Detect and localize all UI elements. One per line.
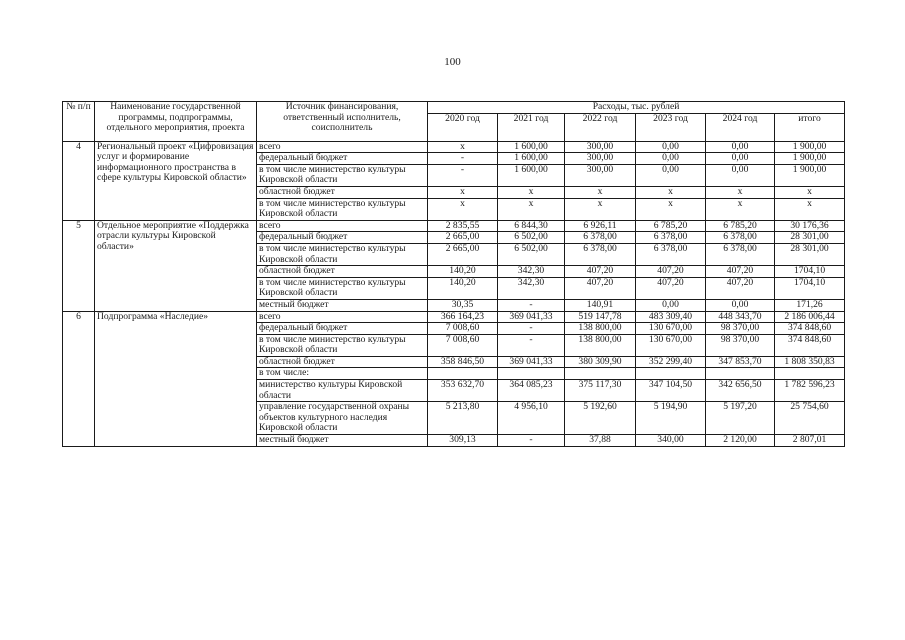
year-value: - (428, 164, 498, 186)
total-value: 374 848,60 (775, 334, 845, 356)
year-value: x (428, 186, 498, 198)
year-value: 6 378,00 (706, 243, 775, 265)
funding-source: федеральный бюджет (257, 232, 428, 244)
year-value: 340,00 (636, 435, 706, 447)
year-value: 300,00 (565, 164, 636, 186)
year-value: x (636, 198, 706, 220)
year-value: x (428, 141, 498, 153)
budget-table (62, 101, 845, 447)
year-value: 369 041,33 (498, 311, 565, 323)
year-value: x (565, 198, 636, 220)
total-value: 2 186 006,44 (775, 311, 845, 323)
total-value: 1 900,00 (775, 153, 845, 165)
year-value: 2 665,00 (428, 232, 498, 244)
funding-source: областной бюджет (257, 356, 428, 368)
year-value: 407,20 (636, 266, 706, 278)
header-source: Источник финансирования, ответственный исполнитель, соисполнитель (257, 102, 428, 142)
year-value: 6 785,20 (706, 220, 775, 232)
total-value: 1 782 596,23 (775, 380, 845, 402)
year-value: 353 632,70 (428, 380, 498, 402)
year-value: 0,00 (636, 141, 706, 153)
total-value: x (775, 186, 845, 198)
total-value: x (775, 198, 845, 220)
year-value: 7 008,60 (428, 323, 498, 335)
year-value: x (498, 186, 565, 198)
year-value (706, 368, 775, 380)
year-value: 1 600,00 (498, 153, 565, 165)
total-value: 2 807,01 (775, 435, 845, 447)
year-value: 342,30 (498, 266, 565, 278)
funding-source: областной бюджет (257, 186, 428, 198)
year-value: 342,30 (498, 277, 565, 299)
year-value (498, 368, 565, 380)
header-number: № п/п (63, 102, 95, 142)
year-value: 519 147,78 (565, 311, 636, 323)
table-body (63, 141, 845, 446)
year-value: 6 378,00 (565, 243, 636, 265)
year-value: 0,00 (706, 164, 775, 186)
year-value: 364 085,23 (498, 380, 565, 402)
year-value: 0,00 (706, 299, 775, 311)
funding-source: управление государственной охраны объектов культурного наследия Кировской области (257, 402, 428, 435)
year-value: 5 197,20 (706, 402, 775, 435)
year-value: - (498, 435, 565, 447)
funding-source: всего (257, 220, 428, 232)
funding-source: местный бюджет (257, 435, 428, 447)
year-value: 130 670,00 (636, 334, 706, 356)
program-name: Отдельное мероприятие «Поддержка отрасли культуры Кировской области» (95, 220, 257, 311)
year-value: 140,91 (565, 299, 636, 311)
year-value: 5 192,60 (565, 402, 636, 435)
funding-source: в том числе министерство культуры Кировской области (257, 198, 428, 220)
year-value: x (706, 198, 775, 220)
year-value: 407,20 (565, 266, 636, 278)
year-value: 6 378,00 (706, 232, 775, 244)
year-value: 5 194,90 (636, 402, 706, 435)
year-value: 0,00 (636, 153, 706, 165)
year-value: - (428, 153, 498, 165)
year-value: 1 600,00 (498, 141, 565, 153)
year-value: 2 665,00 (428, 243, 498, 265)
year-value: x (428, 198, 498, 220)
header-year: 2022 год (565, 113, 636, 141)
year-value (565, 368, 636, 380)
header-year: 2020 год (428, 113, 498, 141)
year-value: 483 309,40 (636, 311, 706, 323)
year-value: 7 008,60 (428, 334, 498, 356)
year-value: 366 164,23 (428, 311, 498, 323)
year-value: 6 502,00 (498, 232, 565, 244)
year-value: 6 926,11 (565, 220, 636, 232)
row-number: 6 (63, 311, 95, 446)
header-name: Наименование государственной программы, подпрограммы, отдельного мероприятия, проекта (95, 102, 257, 142)
year-value: 358 846,50 (428, 356, 498, 368)
year-value: 6 378,00 (636, 243, 706, 265)
year-value: 347 853,70 (706, 356, 775, 368)
year-value: 4 956,10 (498, 402, 565, 435)
row-number: 4 (63, 141, 95, 220)
funding-source: в том числе министерство культуры Кировской области (257, 334, 428, 356)
year-value: 309,13 (428, 435, 498, 447)
total-value: 1704,10 (775, 266, 845, 278)
funding-source: местный бюджет (257, 299, 428, 311)
year-value: 2 835,55 (428, 220, 498, 232)
funding-source: министерство культуры Кировской области (257, 380, 428, 402)
year-value: 300,00 (565, 153, 636, 165)
header-expenses: Расходы, тыс. рублей (428, 102, 845, 114)
year-value (636, 368, 706, 380)
year-value: 37,88 (565, 435, 636, 447)
program-name: Подпрограмма «Наследие» (95, 311, 257, 446)
year-value: 407,20 (565, 277, 636, 299)
year-value: 6 785,20 (636, 220, 706, 232)
year-value: 407,20 (636, 277, 706, 299)
year-value: 448 343,70 (706, 311, 775, 323)
total-value: 1 900,00 (775, 164, 845, 186)
funding-source: в том числе министерство культуры Кировской области (257, 164, 428, 186)
page-number: 100 (444, 56, 461, 68)
funding-source: в том числе: (257, 368, 428, 380)
year-value: 6 378,00 (636, 232, 706, 244)
header-year: 2023 год (636, 113, 706, 141)
year-value: - (498, 334, 565, 356)
total-value: 1 808 350,83 (775, 356, 845, 368)
year-value: 0,00 (636, 164, 706, 186)
year-value: 407,20 (706, 277, 775, 299)
year-value: 2 120,00 (706, 435, 775, 447)
year-value: 0,00 (636, 299, 706, 311)
funding-source: федеральный бюджет (257, 153, 428, 165)
total-value: 374 848,60 (775, 323, 845, 335)
year-value: - (498, 323, 565, 335)
row-number: 5 (63, 220, 95, 311)
year-value: 347 104,50 (636, 380, 706, 402)
year-value: 6 502,00 (498, 243, 565, 265)
year-value: 407,20 (706, 266, 775, 278)
year-value: 138 800,00 (565, 323, 636, 335)
header-year: 2021 год (498, 113, 565, 141)
total-value: 171,26 (775, 299, 845, 311)
year-value: 6 378,00 (565, 232, 636, 244)
funding-source: всего (257, 311, 428, 323)
year-value: x (706, 186, 775, 198)
year-value: 0,00 (706, 153, 775, 165)
total-value: 1704,10 (775, 277, 845, 299)
year-value: 138 800,00 (565, 334, 636, 356)
year-value: 380 309,90 (565, 356, 636, 368)
funding-source: в том числе министерство культуры Кировской области (257, 277, 428, 299)
funding-source: областной бюджет (257, 266, 428, 278)
table-row (63, 141, 845, 153)
year-value: x (565, 186, 636, 198)
total-value: 28 301,00 (775, 243, 845, 265)
total-value (775, 368, 845, 380)
table-row (63, 311, 845, 323)
header-total: итого (775, 113, 845, 141)
year-value: 1 600,00 (498, 164, 565, 186)
funding-source: в том числе министерство культуры Кировской области (257, 243, 428, 265)
funding-source: федеральный бюджет (257, 323, 428, 335)
year-value: 98 370,00 (706, 323, 775, 335)
year-value: 130 670,00 (636, 323, 706, 335)
year-value: - (498, 299, 565, 311)
table-row (63, 220, 845, 232)
year-value: x (498, 198, 565, 220)
year-value: 140,20 (428, 266, 498, 278)
year-value: 6 844,30 (498, 220, 565, 232)
year-value: 30,35 (428, 299, 498, 311)
year-value: 5 213,80 (428, 402, 498, 435)
year-value: 0,00 (706, 141, 775, 153)
year-value: 300,00 (565, 141, 636, 153)
year-value: 375 117,30 (565, 380, 636, 402)
year-value: 342 656,50 (706, 380, 775, 402)
year-value: 98 370,00 (706, 334, 775, 356)
year-value (428, 368, 498, 380)
total-value: 28 301,00 (775, 232, 845, 244)
year-value: 140,20 (428, 277, 498, 299)
year-value: x (636, 186, 706, 198)
year-value: 369 041,33 (498, 356, 565, 368)
total-value: 25 754,60 (775, 402, 845, 435)
program-name: Региональный проект «Цифровизация услуг и формирование информационного пространства в сфере культуры Кировской области» (95, 141, 257, 220)
header-year: 2024 год (706, 113, 775, 141)
total-value: 30 176,36 (775, 220, 845, 232)
total-value: 1 900,00 (775, 141, 845, 153)
year-value: 352 299,40 (636, 356, 706, 368)
funding-source: всего (257, 141, 428, 153)
